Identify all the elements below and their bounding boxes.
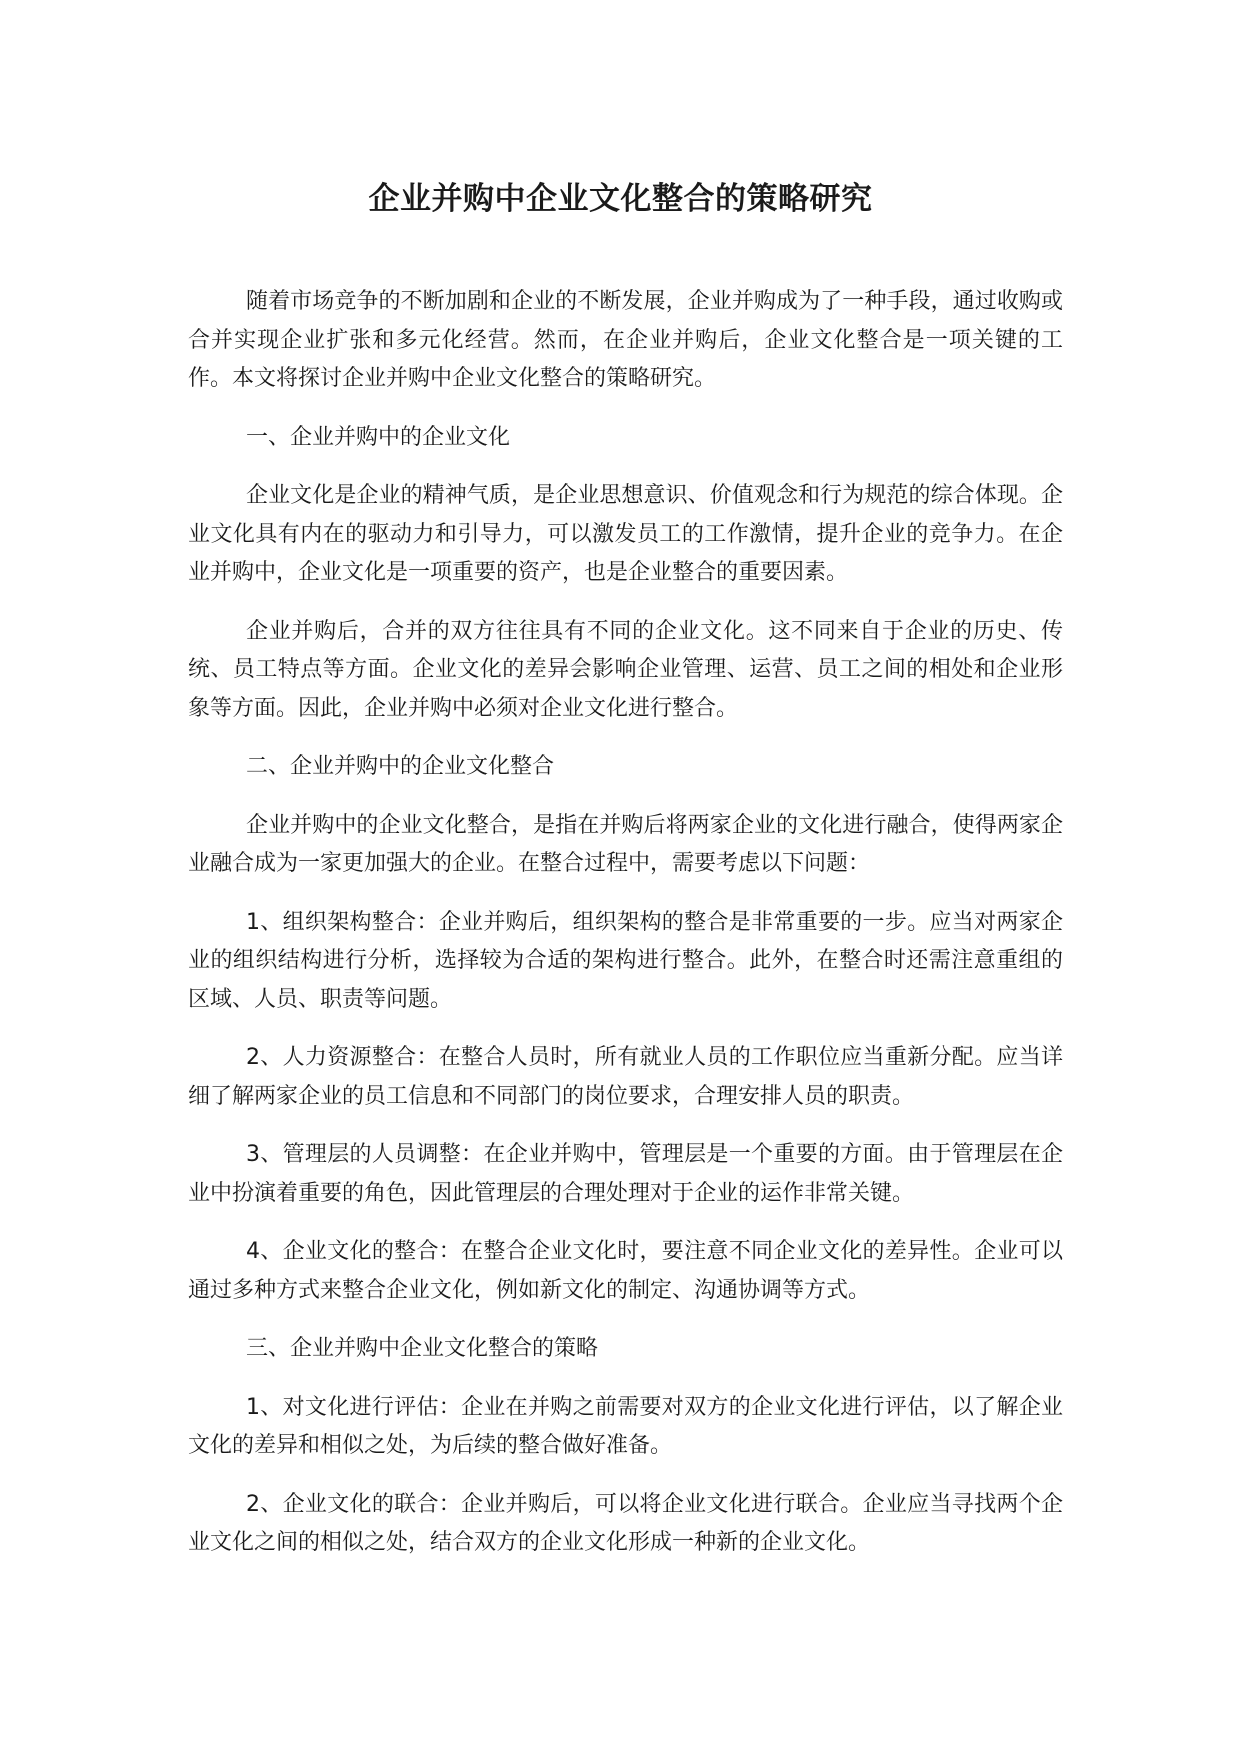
- section-heading-1: 一、企业并购中的企业文化: [246, 424, 511, 450]
- list-paragraph: 1、对文化进行评估：企业在并购之前需要对双方的企业文化进行评估，以了解企业文化的差异和相似之处，为后续的整合做好准备。: [188, 1394, 1063, 1458]
- paragraph: 企业并购后，合并的双方往往具有不同的企业文化。这不同来自于企业的历史、传统、员工特点等方面。企业文化的差异会影响企业管理、运营、员工之间的相处和企业形象等方面。因此，企业并购中必须对企业文化进行整合。: [188, 618, 1063, 721]
- list-paragraph: 2、人力资源整合：在整合人员时，所有就业人员的工作职位应当重新分配。应当详细了解两家企业的员工信息和不同部门的岗位要求，合理安排人员的职责。: [188, 1045, 1063, 1109]
- document-title: 企业并购中企业文化整合的策略研究: [368, 181, 873, 217]
- list-paragraph: 2、企业文化的联合：企业并购后，可以将企业文化进行联合。企业应当寻找两个企业文化之间的相似之处，结合双方的企业文化形成一种新的企业文化。: [188, 1491, 1063, 1555]
- list-paragraph: 1、组织架构整合：企业并购后，组织架构的整合是非常重要的一步。应当对两家企业的组织结构进行分析，选择较为合适的架构进行整合。此外，在整合时还需注意重组的区域、人员、职责等问题。: [188, 909, 1063, 1012]
- section-heading-3: 三、企业并购中企业文化整合的策略: [246, 1336, 599, 1361]
- intro-paragraph: 随着市场竞争的不断加剧和企业的不断发展，企业并购成为了一种手段，通过收购或合并实现企业扩张和多元化经营。然而，在企业并购后，企业文化整合是一项关键的工作。本文将探讨企业并购中企业文化整合的策略研究。: [188, 289, 1063, 391]
- list-paragraph: 4、企业文化的整合：在整合企业文化时，要注意不同企业文化的差异性。企业可以通过多种方式来整合企业文化，例如新文化的制定、沟通协调等方式。: [188, 1239, 1063, 1303]
- list-paragraph: 3、管理层的人员调整：在企业并购中，管理层是一个重要的方面。由于管理层在企业中扮演着重要的角色，因此管理层的合理处理对于企业的运作非常关键。: [188, 1142, 1063, 1206]
- document-body: [188, 283, 1063, 1583]
- paragraph: 企业并购中的企业文化整合，是指在并购后将两家企业的文化进行融合，使得两家企业融合成为一家更加强大的企业。在整合过程中，需要考虑以下问题：: [188, 812, 1063, 876]
- section-heading-2: 二、企业并购中的企业文化整合: [246, 754, 555, 779]
- paragraph: 企业文化是企业的精神气质，是企业思想意识、价值观念和行为规范的综合体现。企业文化具有内在的驱动力和引导力，可以激发员工的工作激情，提升企业的竞争力。在企业并购中，企业文化是一项重要的资产，也是企业整合的重要因素。: [188, 483, 1063, 585]
